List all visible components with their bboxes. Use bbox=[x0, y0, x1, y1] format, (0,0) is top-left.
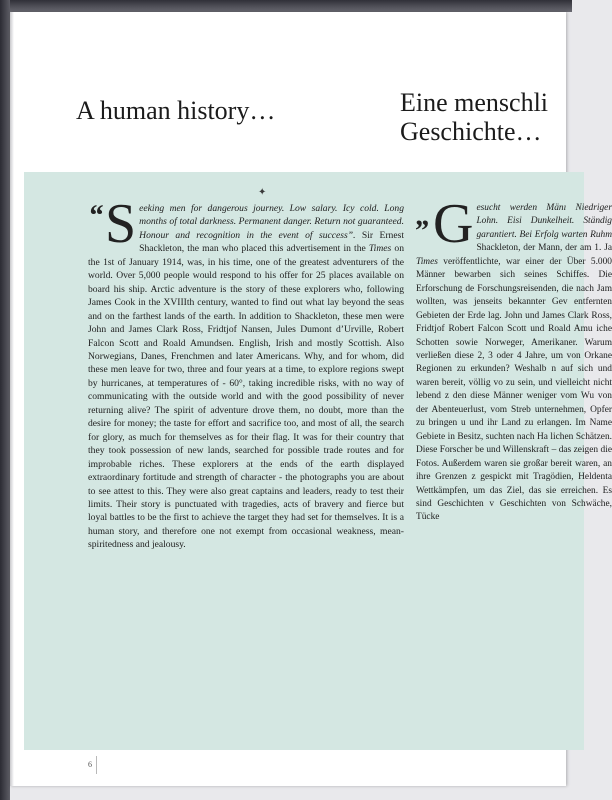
text-segment-german: veröffentlichte, war einer der Über 5.000 Männer bewarben sich seines Schiffes. Die Erforschung de Forschungsreisenden, die nach Jam wollten, was jenseits bekannter Gev entfernten Gebieten der Erde lag. John und James Clark Ross, Fridtjof Robert Falcon Scott und Roald Amu iche Schotten sowie Norweger, Amerikaner. Warum verließen diese 2, 3 oder 4 Jahre, um von Orkane Regionen zu erkunden? Weshalb n auf sich und waren bereit, völlig vo zu sein, und vielleicht nicht lebend z den diese Männer weniger vom Wu von der Abenteuerlust, vom Streb unternehmen, Opfer zu bringen u und ihr Land zu erlangen. Im Name Gebiete in Besitz, suchten nach Ha lichen Schätzen. Diese Forscher be und Willenskraft – das zeigen die Fotos. Außerdem waren sie großar bereit waren, an ihre Grenzen z gespickt mit Tragödien, Heldenta Wettkämpfen, um das Ziel, das sie erreichen. Es sind Geschichten v Geschichten von Schwäche, Tücke bbox=[416, 256, 612, 523]
scanner-edge-top bbox=[0, 0, 572, 12]
text-segment: Sir Ernest Shackleton, the man who placed this advertisement in the bbox=[139, 229, 404, 255]
newspaper-name: Times bbox=[368, 243, 392, 255]
opening-quote-mark: “ bbox=[88, 199, 103, 232]
scanner-edge-left bbox=[0, 0, 10, 800]
english-body-text bbox=[88, 193, 404, 552]
advertisement-quote: eeking men for dangerous journey. Low salary. Icy cold. Long months of total darkness. Permanent danger. Return not guaranteed. Honour and recognition in the event of success”. bbox=[139, 203, 404, 241]
title-english: A human history… bbox=[76, 96, 276, 125]
page-number: 6 bbox=[88, 760, 92, 769]
advertisement-quote-german: esucht werden Mänı Niedriger Lohn. Eisi Dunkelheit. Ständig garantiert. Bei Erfolg warten Ruhm bbox=[476, 203, 612, 240]
text-segment: on the 1st of January 1914, was, in his time, one of the greatest adventurers of the world. Over 5,000 people would respond to his offer for 25 places available on board his ship. Arctic adventure is the story of these explorers who, following James Cook in the XVIIIth century, wanted to find out what lay beyond the seas and on the farthest lands of the earth. In addition to Shackleton, these men were John and James Clark Ross, Fridtjof Nansen, Jules Dumont d’Urville, Robert Falcon Scott and Roald Amundsen. English, Irish and mostly Scottish. Also Norwegians, Danes, Frenchmen and later Americans. Why, and for whom, did these men leave for two, three and four years at a time, to explore regions swept by hurricanes, at temperatures of - 60°, taking incredible risks, with no way of communicating with the outside world and with the good possibility of never returning alive? The spirit of adventure drove them, no doubt, more than the desire for money; the taste for effort and sacrifice too, and most of all, the search for glory, as much for themselves as for their flag. It was for their country that they took possession of new lands, searched for possible trade routes and for improbable riches. These explorers at the ends of the earth displayed extraordinary fortitude and strength of character - the photographs you are about to see attest to this. They were also great captains and leaders, ready to test their limits. Their story is punctuated with tragedies, acts of bravery and fierce but loyal battles to be the first to achieve the target they had set for themselves. It is a human story, and therefore one not exempt from occasional weakness, mean-spiritedness and jealousy. bbox=[88, 243, 404, 551]
newspaper-name-german: Times bbox=[416, 256, 438, 267]
title-german-line-1: Eine menschli bbox=[400, 88, 549, 117]
title-german bbox=[400, 88, 548, 146]
opening-quote-mark-german: „ bbox=[416, 199, 431, 232]
page-gutter bbox=[10, 12, 14, 786]
page-number-rule bbox=[96, 756, 97, 774]
scan-mark-icon: ✦ bbox=[258, 187, 267, 198]
title-german-line-2: Geschichte… bbox=[400, 117, 542, 147]
drop-cap-g: G bbox=[433, 193, 474, 255]
german-body-text bbox=[416, 193, 612, 525]
book-page bbox=[10, 12, 612, 786]
text-segment-german: Shackleton, der Mann, der am 1. Ja bbox=[476, 243, 612, 254]
drop-cap-s: S bbox=[105, 193, 137, 255]
